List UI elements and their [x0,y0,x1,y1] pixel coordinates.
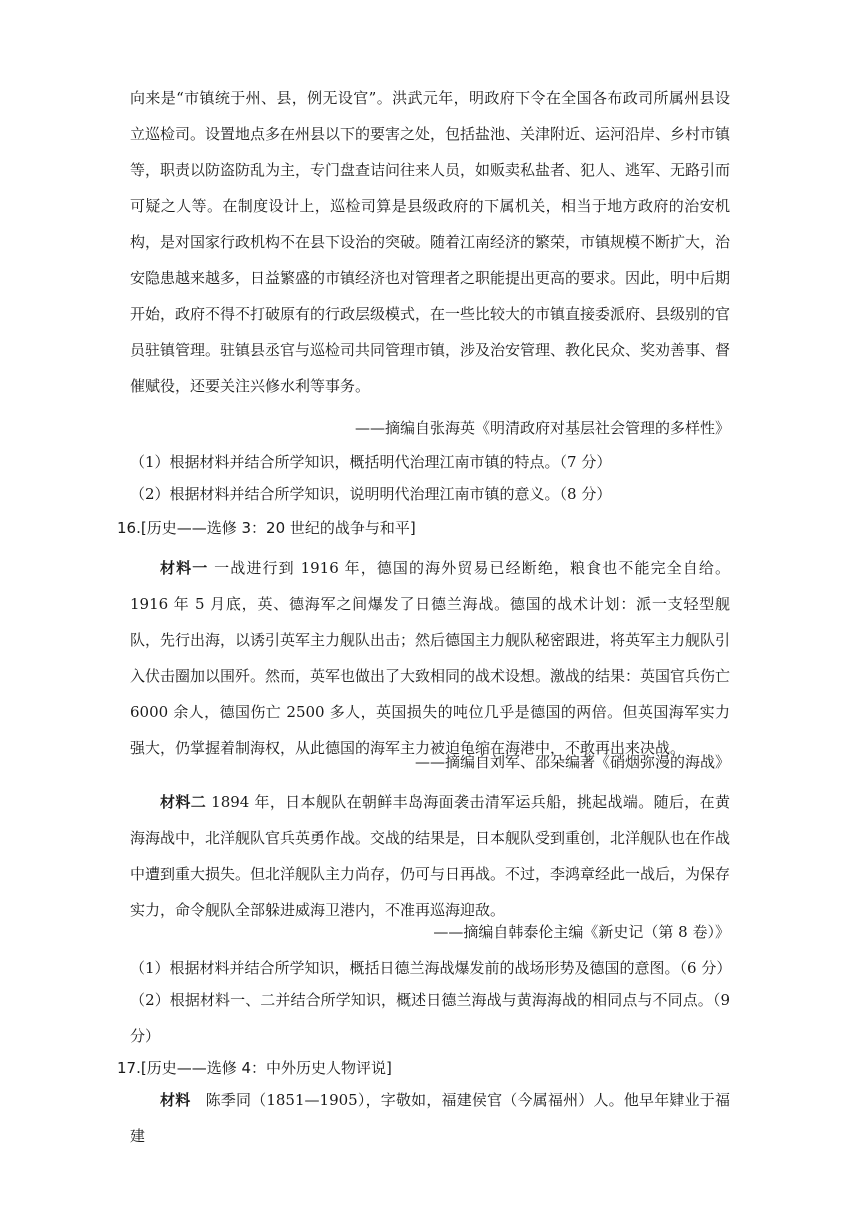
material-1 [130,550,730,766]
material-17 [130,1082,730,1154]
material-17-text: 陈季同（1851—1905），字敬如，福建侯官（今属福州）人。他早年肄业于福建 [130,1091,730,1145]
passage-intro: 向来是“市镇统于州、县，例无设官”。洪武元年，明政府下令在全国各布政司所属州县设立巡检司。设置地点多在州县以下的要害之处，包括盐池、关津附近、运河沿岸、乡村市镇等，职责以防盗防乱为主，专门盘查诘问往来人员，如贩卖私盐者、犯人、逃军、无路引而可疑之人等。在制度设计上，巡检司算是县级政府的下属机关，相当于地方政府的治安机构，是对国家行政机构不在县下设治的突破。随着江南经济的繁荣，市镇规模不断扩大，治安隐患越来越多，日益繁盛的市镇经济也对管理者之职能提出更高的要求。因此，明中后期开始，政府不得不打破原有的行政层级模式，在一些比较大的市镇直接委派府、县级别的官员驻镇管理。驻镇县丞官与巡检司共同管理市镇，涉及治安管理、教化民众、奖劝善事、督催赋役，还要关注兴修水利等事务。 [130,89,731,395]
source-citation-2: ——摘编自刘军、邵朵编著《硝烟弥漫的海战》 [414,753,730,771]
source-citation-3: ——摘编自韩泰伦主编《新史记（第 8 卷）》 [433,923,730,941]
material-2-label: 材料二 [160,793,207,811]
section-heading-16: 16.[历史——选修 3：20 世纪的战争与和平] [117,519,416,537]
source-citation-1: ——摘编自张海英《明清政府对基层社会管理的多样性》 [354,419,730,437]
material-17-label: 材料 [160,1091,191,1109]
material-2-text: 1894 年，日本舰队在朝鲜丰岛海面袭击清军运兵船，挑起战端。随后，在黄海海战中，北洋舰队官兵英勇作战。交战的结果是，日本舰队受到重创，北洋舰队也在作战中遭到重大损失。但北洋舰队主力尚存，仍可与日再战。不过，李鸿章经此一战后，为保存实力，命令舰队全部躲进威海卫港内，不准再巡海迎敌。 [130,793,731,919]
question-16-2: （2）根据材料一、二并结合所学知识，概述日德兰海战与黄海海战的相同点与不同点。（9 分） [130,991,730,1045]
material-1-text: 一战进行到 1916 年，德国的海外贸易已经断绝，粮食也不能完全自给。1916 年 5 月底，英、德海军之间爆发了日德兰海战。德国的战术计划：派一支轻型舰队，先行出海，以诱引英军主力舰队出击；然后德国主力舰队秘密跟进，将英军主力舰队引入伏击圈加以围歼。然而，英军也做出了大致相同的战术设想。激战的结果：英国官兵伤亡 6000 余人，德国伤亡 2500 多人，英国损失的吨位几乎是德国的两倍。但英国海军实力强大，仍掌握着制海权，从此德国的海军主力被迫龟缩在海港中，不敢再出来决战。 [130,559,731,757]
question-15-2: （2）根据材料并结合所学知识，说明明代治理江南市镇的意义。（8 分） [130,485,612,503]
question-15-1: （1）根据材料并结合所学知识，概括明代治理江南市镇的特点。（7 分） [130,453,612,471]
material-2 [130,784,730,928]
question-16-1: （1）根据材料并结合所学知识，概括日德兰海战爆发前的战场形势及德国的意图。（6 分） [130,959,732,977]
material-1-label: 材料一 [160,559,209,577]
section-heading-17: 17.[历史——选修 4：中外历史人物评说] [117,1059,392,1077]
